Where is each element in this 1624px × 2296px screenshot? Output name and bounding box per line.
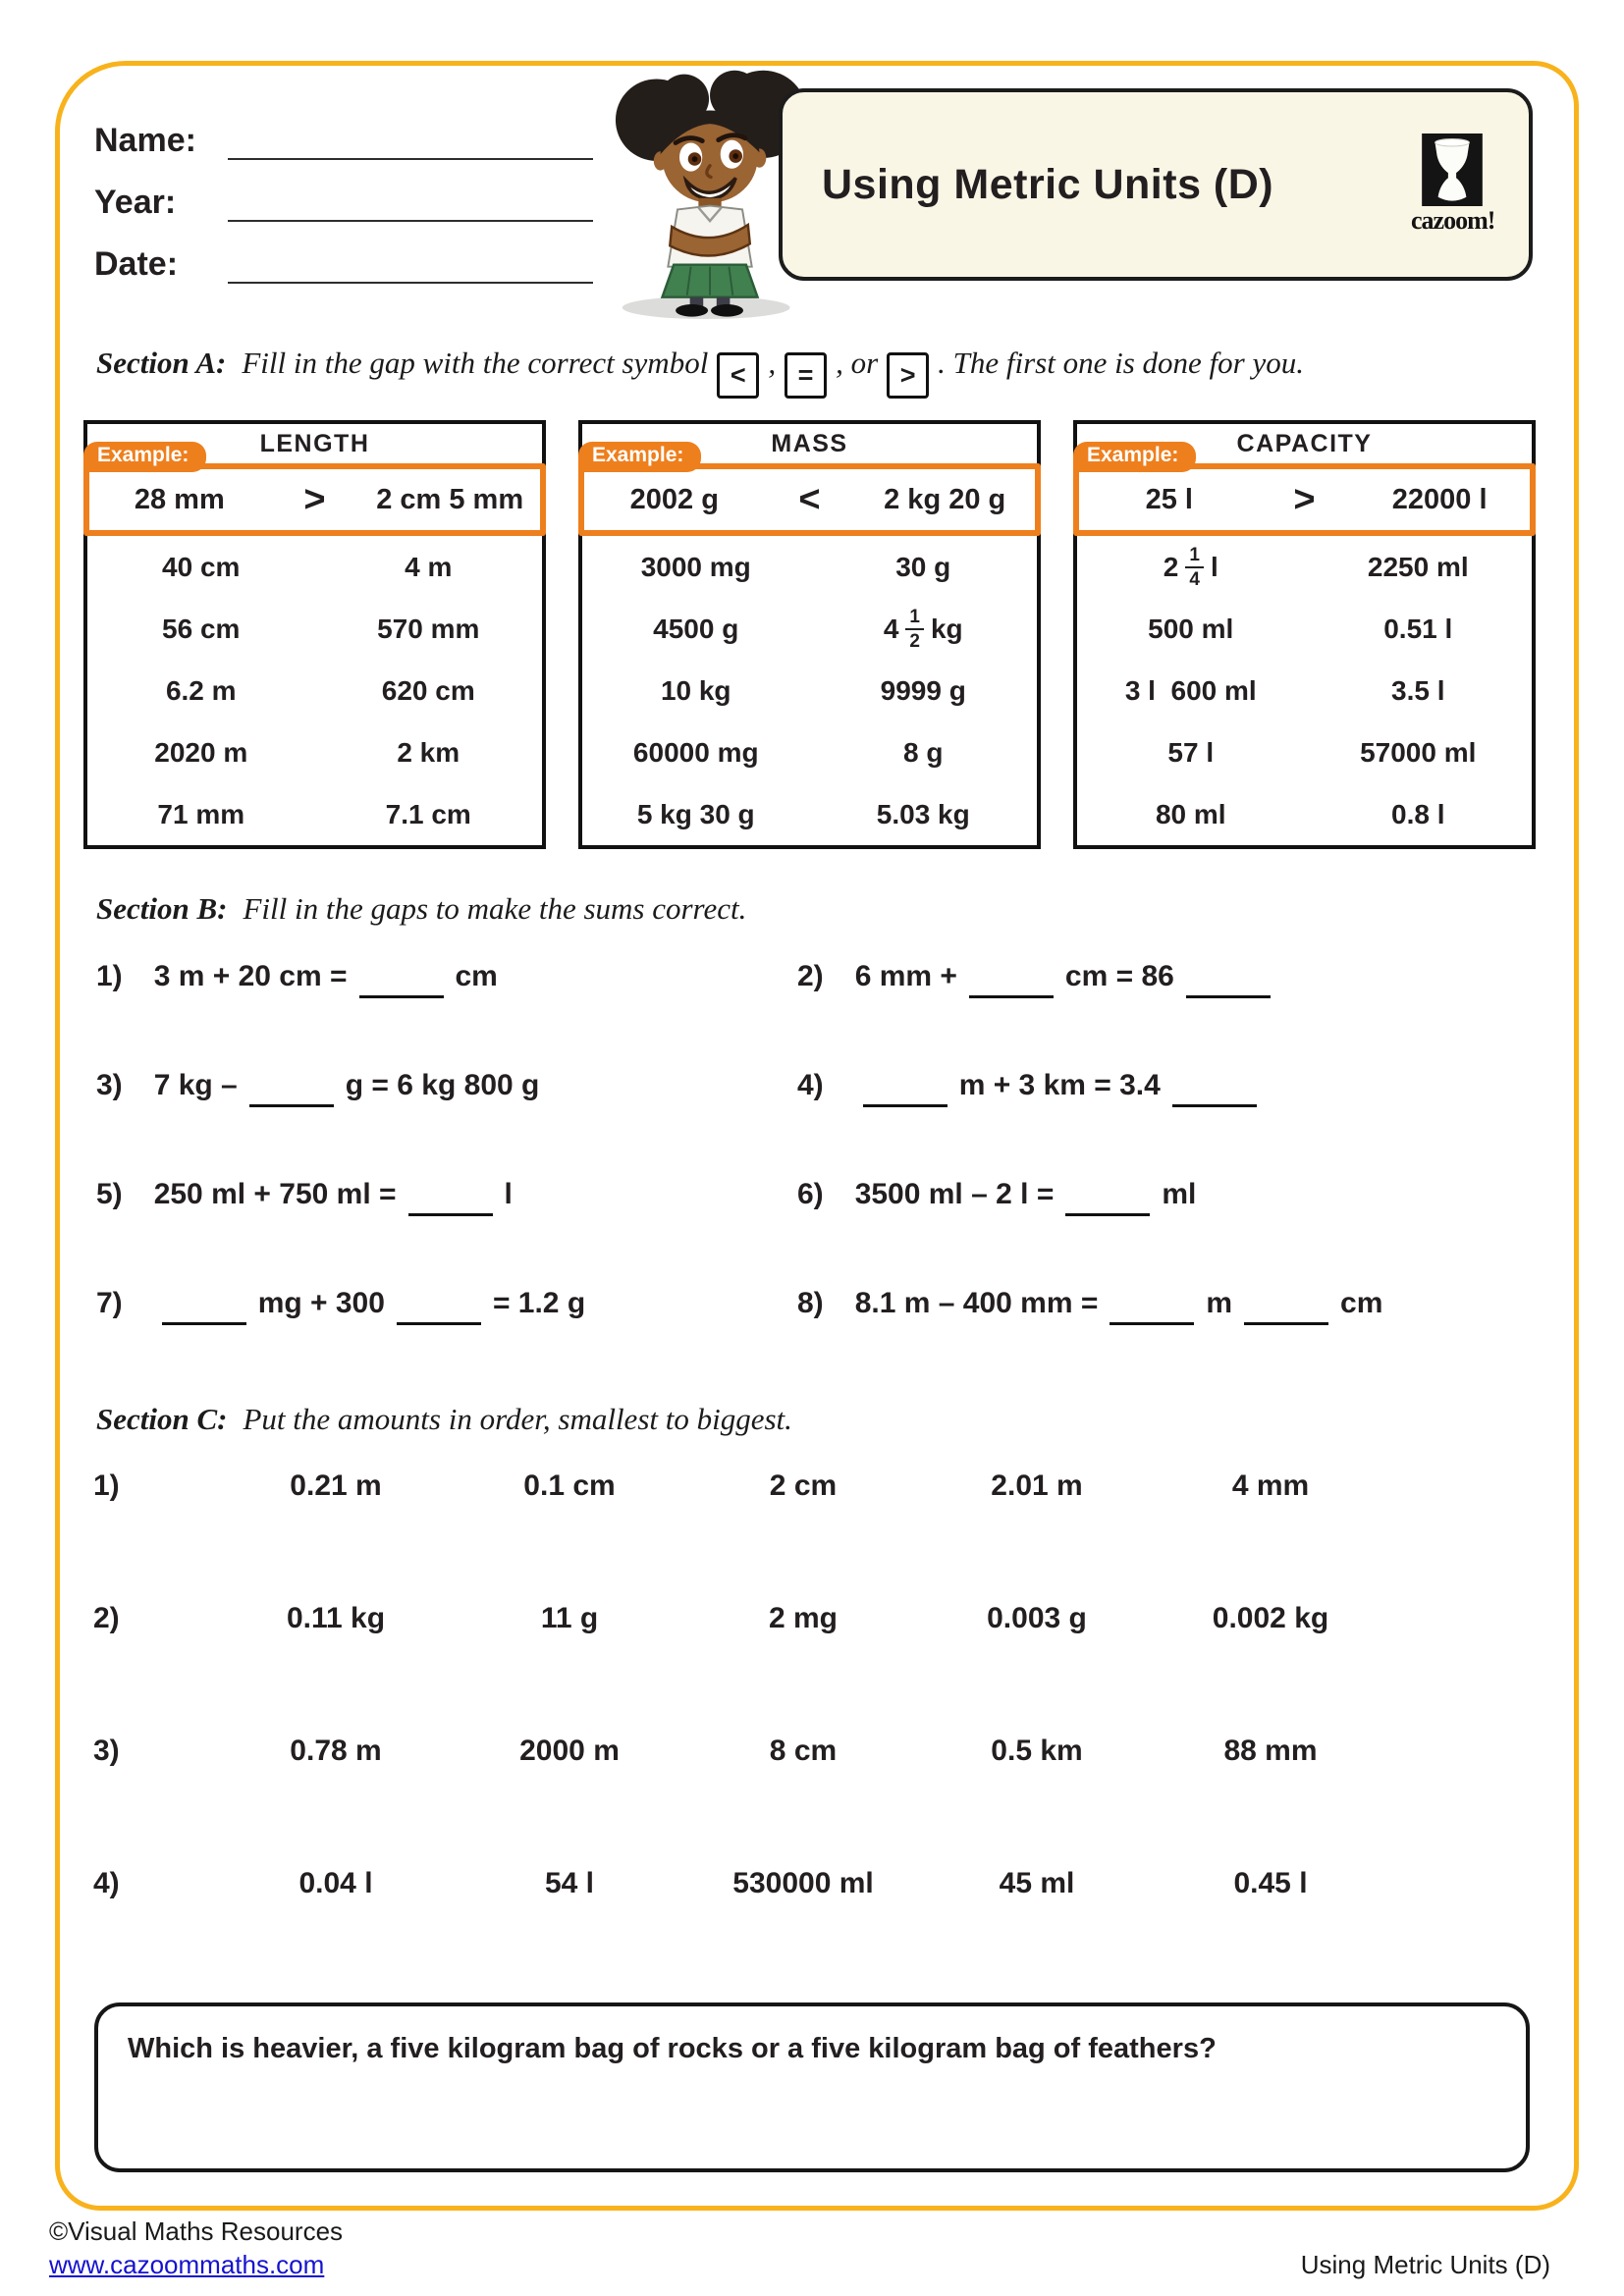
right-value: 0.51 l bbox=[1383, 613, 1453, 644]
left-value: 60000 mg bbox=[632, 736, 759, 768]
section-b-heading: Section B: bbox=[96, 891, 228, 926]
student-fields bbox=[94, 98, 593, 284]
website-link[interactable]: www.cazoommaths.com bbox=[49, 2250, 325, 2279]
amount-value: 45 ml bbox=[999, 1867, 1075, 1899]
footer-title: Using Metric Units (D) bbox=[1300, 2250, 1550, 2279]
left-value: 40 cm bbox=[162, 551, 241, 582]
capacity-table-title: CAPACITY bbox=[1236, 429, 1373, 457]
comparison-symbol: > bbox=[1293, 479, 1316, 520]
right-value: 4 m bbox=[405, 551, 453, 582]
right-value: 570 mm bbox=[377, 613, 480, 644]
amount-value: 8 cm bbox=[769, 1735, 838, 1767]
section-a-text-pre: Fill in the gap with the correct symbol bbox=[242, 346, 709, 380]
table-row bbox=[1077, 660, 1532, 721]
example-tab: Example: bbox=[578, 442, 701, 472]
problem-2 bbox=[797, 960, 1280, 993]
table-row bbox=[582, 721, 1037, 783]
cazoom-logo bbox=[1411, 133, 1493, 236]
problem-text: l bbox=[504, 1178, 513, 1210]
amount-value: 2.01 m bbox=[991, 1469, 1083, 1502]
name-input-line[interactable] bbox=[228, 117, 593, 160]
problem-text: 6 mm + bbox=[854, 960, 957, 992]
amount-value: 0.04 l bbox=[298, 1867, 373, 1899]
right-value: 3.5 l bbox=[1391, 674, 1445, 706]
problem-text: = 1.2 g bbox=[492, 1287, 586, 1319]
left-value: 28 mm bbox=[134, 483, 225, 515]
right-value: 620 cm bbox=[381, 674, 475, 706]
section-a-heading: Section A: bbox=[96, 346, 227, 380]
problem-text: 250 ml + 750 ml = bbox=[153, 1178, 397, 1210]
problem-number: 1) bbox=[96, 960, 123, 992]
less-than-symbol-box: < bbox=[717, 352, 759, 399]
amount-value: 0.45 l bbox=[1233, 1867, 1308, 1899]
table-row bbox=[87, 721, 542, 783]
amount-value: 0.5 km bbox=[991, 1735, 1083, 1767]
right-value: 30 g bbox=[895, 551, 951, 582]
section-a-instruction bbox=[96, 346, 1304, 399]
amount-value: 2000 m bbox=[519, 1735, 620, 1767]
left-value: 3000 mg bbox=[640, 551, 751, 582]
amount-value: 54 l bbox=[544, 1867, 595, 1899]
answer-blank[interactable] bbox=[249, 1089, 334, 1107]
left-value: 6.2 m bbox=[165, 674, 237, 706]
ordering-problem-2 bbox=[93, 1602, 1387, 1635]
amount-value: 2 cm bbox=[769, 1469, 838, 1502]
table-row bbox=[582, 536, 1037, 598]
problem-number: 2) bbox=[93, 1602, 120, 1634]
right-value: 5.03 kg bbox=[876, 798, 970, 829]
table-row bbox=[87, 598, 542, 660]
right-value: 22000 l bbox=[1391, 483, 1488, 515]
answer-blank[interactable] bbox=[1172, 1089, 1257, 1107]
problem-number: 4) bbox=[797, 1069, 824, 1101]
problem-text: cm bbox=[1340, 1287, 1383, 1319]
problem-number: 3) bbox=[93, 1735, 120, 1767]
right-value: 2250 ml bbox=[1367, 551, 1469, 582]
problem-text: cm bbox=[455, 960, 498, 992]
amount-value: 2 mg bbox=[768, 1602, 839, 1634]
right-value: 57000 ml bbox=[1360, 736, 1477, 768]
capacity-example-row bbox=[1073, 444, 1536, 536]
problem-1 bbox=[96, 960, 500, 993]
right-value: 7.1 cm bbox=[385, 798, 471, 829]
table-row bbox=[87, 783, 542, 845]
problem-number: 4) bbox=[93, 1867, 120, 1899]
example-tab: Example: bbox=[1073, 442, 1196, 472]
amount-value: 0.21 m bbox=[290, 1469, 382, 1502]
year-field-row bbox=[94, 160, 593, 222]
problem-text: 3 m + 20 cm = bbox=[153, 960, 348, 992]
djembe-drum-icon bbox=[1422, 133, 1483, 206]
right-value: 2 kg 20 g bbox=[884, 483, 1006, 515]
problem-text: 8.1 m – 400 mm = bbox=[854, 1287, 1099, 1319]
title-box bbox=[779, 88, 1533, 281]
left-value: 2002 g bbox=[629, 483, 719, 515]
problem-8 bbox=[797, 1287, 1384, 1320]
section-a-text-post: . The first one is done for you. bbox=[938, 346, 1304, 380]
problem-text: m + 3 km = 3.4 bbox=[958, 1069, 1161, 1101]
answer-blank[interactable] bbox=[1244, 1307, 1328, 1325]
problem-number: 1) bbox=[93, 1469, 120, 1502]
amount-value: 0.002 kg bbox=[1212, 1602, 1329, 1634]
problem-5 bbox=[96, 1178, 514, 1211]
answer-blank[interactable] bbox=[162, 1307, 246, 1325]
table-row bbox=[1077, 783, 1532, 845]
problem-3 bbox=[96, 1069, 541, 1102]
problem-number: 5) bbox=[96, 1178, 123, 1210]
table-row bbox=[582, 660, 1037, 721]
answer-blank[interactable] bbox=[863, 1089, 947, 1107]
problem-text: cm = 86 bbox=[1064, 960, 1174, 992]
mass-table-title: MASS bbox=[771, 429, 848, 457]
answer-blank[interactable] bbox=[408, 1198, 493, 1216]
amount-value: 11 g bbox=[540, 1602, 599, 1634]
left-value: 500 ml bbox=[1148, 613, 1234, 644]
length-table bbox=[83, 420, 546, 849]
left-value: 80 ml bbox=[1155, 798, 1226, 829]
capacity-table bbox=[1073, 420, 1536, 849]
section-c-heading: Section C: bbox=[96, 1402, 228, 1436]
problem-number: 3) bbox=[96, 1069, 123, 1101]
page-title: Using Metric Units (D) bbox=[822, 160, 1274, 208]
problem-number: 6) bbox=[797, 1178, 824, 1210]
amount-value: 0.11 kg bbox=[286, 1602, 386, 1634]
year-input-line[interactable] bbox=[228, 179, 593, 222]
table-row bbox=[1077, 536, 1532, 598]
cazoom-logo-text: cazoom! bbox=[1411, 206, 1495, 235]
year-label: Year: bbox=[94, 184, 177, 221]
amount-value: 0.1 cm bbox=[523, 1469, 616, 1502]
answer-blank[interactable] bbox=[1186, 980, 1271, 998]
ordering-problem-1 bbox=[93, 1469, 1387, 1503]
ordering-problem-4 bbox=[93, 1867, 1387, 1900]
section-a-tables bbox=[83, 420, 1536, 849]
answer-blank[interactable] bbox=[969, 980, 1054, 998]
problem-number: 2) bbox=[797, 960, 824, 992]
equals-symbol-box: = bbox=[785, 352, 827, 399]
length-table-title: LENGTH bbox=[259, 429, 370, 457]
left-value: 25 l bbox=[1145, 483, 1193, 515]
problem-text: mg + 300 bbox=[257, 1287, 385, 1319]
date-label: Date: bbox=[94, 245, 179, 283]
date-input-line[interactable] bbox=[228, 240, 593, 284]
length-example-row bbox=[83, 444, 546, 536]
or-text: , or bbox=[836, 346, 879, 380]
example-tab: Example: bbox=[83, 442, 206, 472]
table-row bbox=[87, 536, 542, 598]
section-c-instruction bbox=[96, 1402, 792, 1437]
left-value-fraction: 2 $\frac{1}{4}$ l bbox=[1163, 544, 1218, 590]
amount-value: 0.003 g bbox=[987, 1602, 1087, 1634]
right-value: 2 km bbox=[397, 736, 460, 768]
right-value: 8 g bbox=[903, 736, 944, 768]
section-b-text: Fill in the gaps to make the sums correct. bbox=[243, 891, 747, 926]
comparison-symbol: > bbox=[303, 479, 326, 520]
left-value: 56 cm bbox=[162, 613, 241, 644]
mass-table bbox=[578, 420, 1041, 849]
right-value: 2 cm 5 mm bbox=[376, 483, 524, 515]
comparison-symbol: < bbox=[798, 479, 821, 520]
amount-value: 4 mm bbox=[1231, 1469, 1310, 1502]
right-value: 0.8 l bbox=[1391, 798, 1445, 829]
problem-text: 3500 ml – 2 l = bbox=[854, 1178, 1055, 1210]
answer-blank[interactable] bbox=[359, 980, 444, 998]
answer-blank[interactable] bbox=[397, 1307, 481, 1325]
right-value-fraction: 4 $\frac{1}{2}$ kg bbox=[883, 606, 963, 652]
problem-6 bbox=[797, 1178, 1198, 1211]
section-c-text: Put the amounts in order, smallest to biggest. bbox=[243, 1402, 792, 1436]
answer-blank[interactable] bbox=[1065, 1198, 1150, 1216]
problem-number: 7) bbox=[96, 1287, 123, 1319]
table-row bbox=[1077, 598, 1532, 660]
section-b-instruction bbox=[96, 891, 746, 927]
problem-text: m bbox=[1206, 1287, 1233, 1319]
left-value: 57 l bbox=[1167, 736, 1215, 768]
table-row bbox=[582, 598, 1037, 660]
left-value: 2020 m bbox=[154, 736, 248, 768]
question-box[interactable] bbox=[94, 2002, 1530, 2172]
table-row bbox=[1077, 721, 1532, 783]
problem-text: ml bbox=[1162, 1178, 1197, 1210]
left-value: 3 l 600 ml bbox=[1124, 674, 1257, 706]
problem-text: 7 kg – bbox=[153, 1069, 238, 1101]
name-field-row bbox=[94, 98, 593, 160]
left-value: 71 mm bbox=[157, 798, 245, 829]
answer-blank[interactable] bbox=[1110, 1307, 1194, 1325]
amount-value: 0.78 m bbox=[290, 1735, 382, 1767]
problem-7 bbox=[96, 1287, 587, 1320]
amount-value: 530000 ml bbox=[732, 1867, 874, 1899]
amount-value: 88 mm bbox=[1223, 1735, 1318, 1767]
greater-than-symbol-box: > bbox=[887, 352, 929, 399]
ordering-problem-3 bbox=[93, 1735, 1387, 1768]
date-field-row bbox=[94, 222, 593, 284]
name-label: Name: bbox=[94, 122, 196, 159]
mass-example-row bbox=[578, 444, 1041, 536]
problem-4 bbox=[797, 1069, 1267, 1102]
right-value: 9999 g bbox=[880, 674, 966, 706]
table-row bbox=[582, 783, 1037, 845]
left-value: 10 kg bbox=[660, 674, 731, 706]
left-value: 5 kg 30 g bbox=[636, 798, 755, 829]
problem-number: 8) bbox=[797, 1287, 824, 1319]
problem-text: g = 6 kg 800 g bbox=[345, 1069, 540, 1101]
left-value: 4500 g bbox=[653, 613, 739, 644]
question-text: Which is heavier, a five kilogram bag of rocks or a five kilogram bag of feathers? bbox=[128, 2033, 1217, 2064]
table-row bbox=[87, 660, 542, 721]
comma-text: , bbox=[768, 346, 777, 380]
copyright-text: ©Visual Maths Resources bbox=[49, 2216, 344, 2246]
